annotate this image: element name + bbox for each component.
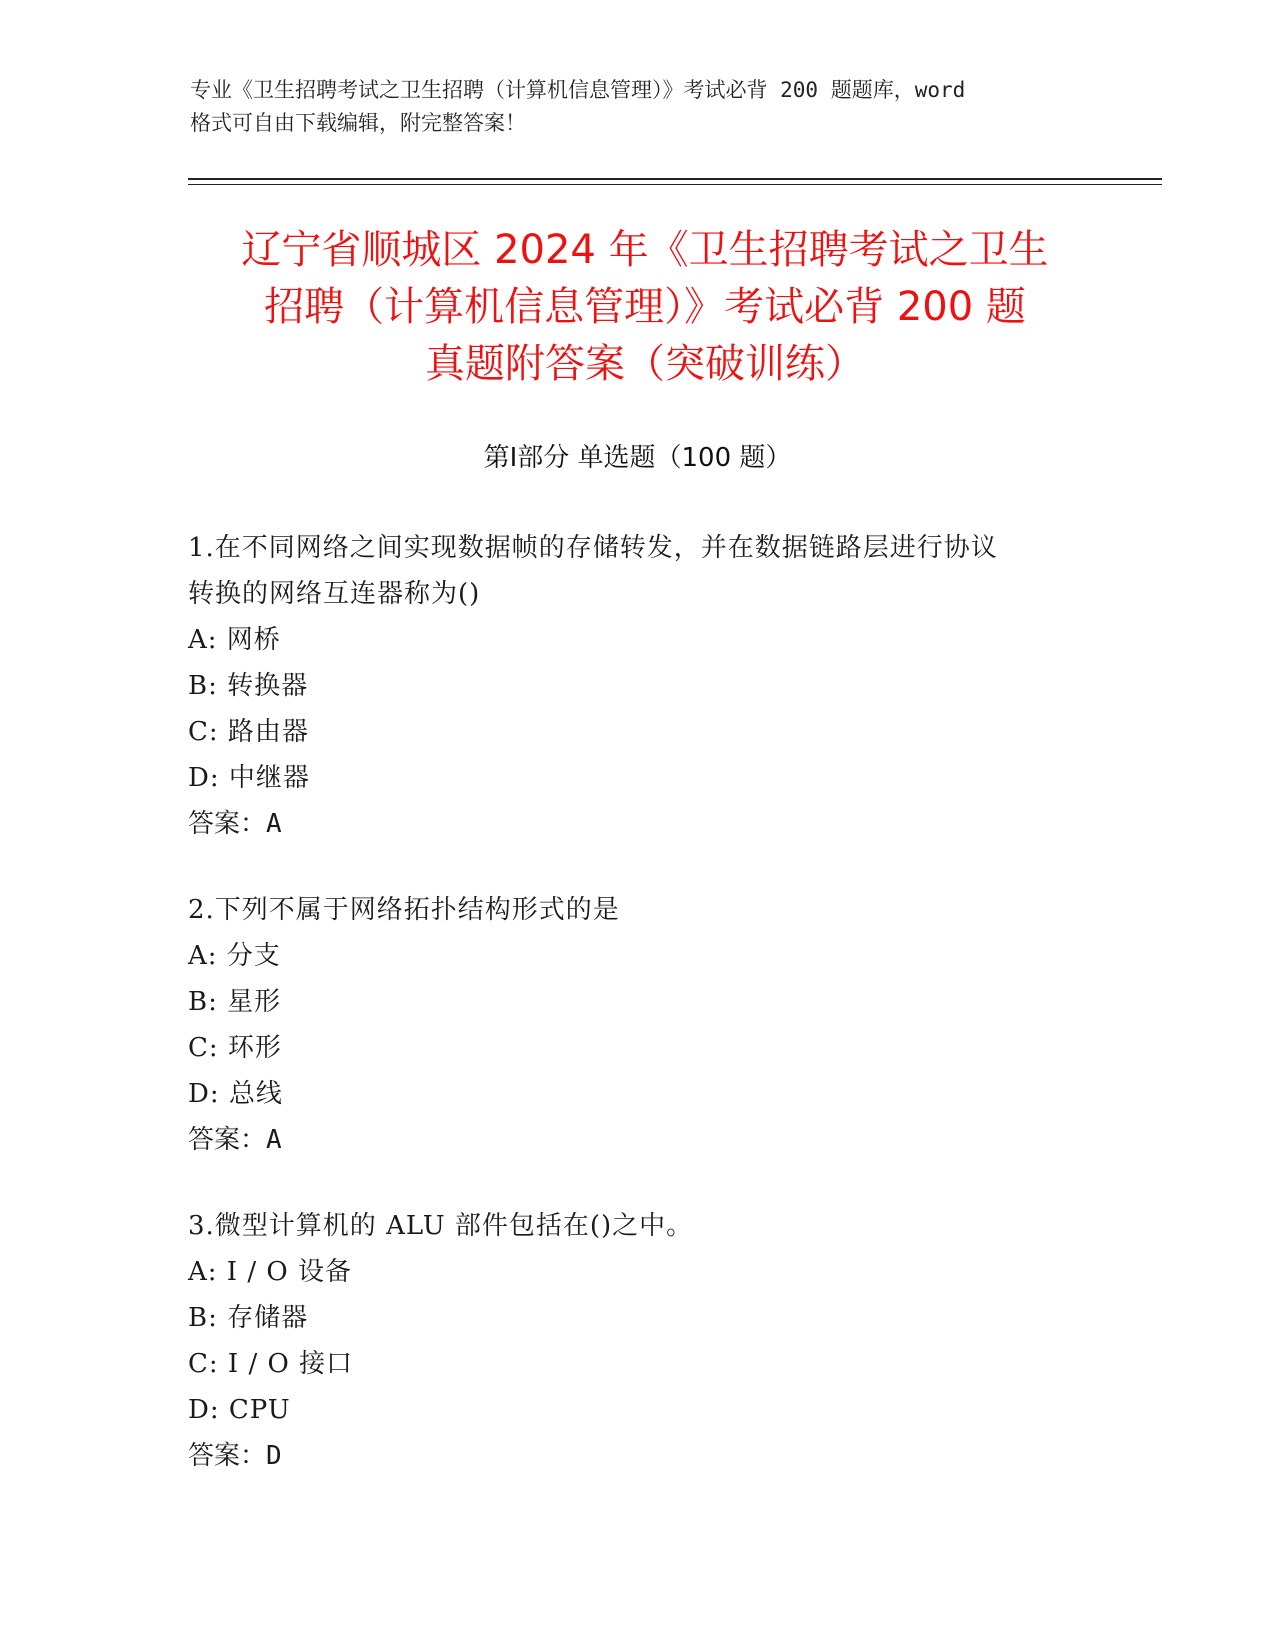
question-stem: 2.下列不属于网络拓扑结构形式的是	[188, 895, 620, 925]
answer-line	[188, 801, 1088, 847]
option-d: D: CPU	[188, 1395, 291, 1425]
title-line-1: 辽宁省顺城区 2024 年《卫生招聘考试之卫生	[241, 227, 1049, 273]
section-heading: 第Ⅰ部分 单选题（100 题）	[483, 443, 792, 473]
option-c: C: I / O 接口	[188, 1349, 354, 1379]
question-stem: 3.微型计算机的 ALU 部件包括在()之中。	[188, 1211, 694, 1241]
answer-line	[188, 1433, 1088, 1479]
option-a: A: I / O 设备	[188, 1257, 352, 1287]
answer-label: 答案：	[188, 1441, 267, 1471]
option-c: C: 环形	[188, 1033, 282, 1063]
answer-value: D	[266, 1441, 282, 1471]
answer-label: 答案：	[188, 809, 267, 839]
option-b: B: 星形	[188, 987, 282, 1017]
question-1	[188, 525, 1088, 847]
title-line-2: 招聘（计算机信息管理）》考试必背 200 题	[264, 284, 1026, 330]
document-title	[180, 222, 1110, 393]
title-line-3: 真题附答案（突破训练）	[425, 341, 865, 387]
header-divider-thin	[188, 184, 1162, 185]
header-divider-thick	[188, 178, 1162, 180]
answer-label: 答案：	[188, 1125, 267, 1155]
question-stem: 1.在不同网络之间实现数据帧的存储转发，并在数据链路层进行协议	[188, 533, 998, 563]
question-stem-continued: 转换的网络互连器称为()	[188, 579, 481, 609]
option-d: D: 总线	[188, 1079, 283, 1109]
header-note	[190, 74, 1090, 140]
option-d: D: 中继器	[188, 763, 310, 793]
option-a: A: 分支	[188, 941, 281, 971]
question-3	[188, 1203, 1088, 1479]
header-note-line-1: 专业《卫生招聘考试之卫生招聘（计算机信息管理）》考试必背 200 题题库，word	[190, 78, 966, 102]
question-2	[188, 887, 1088, 1163]
answer-value: A	[266, 1125, 282, 1155]
header-note-line-2: 格式可自由下载编辑，附完整答案！	[190, 111, 526, 135]
option-b: B: 转换器	[188, 671, 309, 701]
question-list	[188, 525, 1088, 1519]
option-a: A: 网桥	[188, 625, 281, 655]
option-c: C: 路由器	[188, 717, 309, 747]
answer-value: A	[266, 809, 282, 839]
answer-line	[188, 1117, 1088, 1163]
option-b: B: 存储器	[188, 1303, 309, 1333]
